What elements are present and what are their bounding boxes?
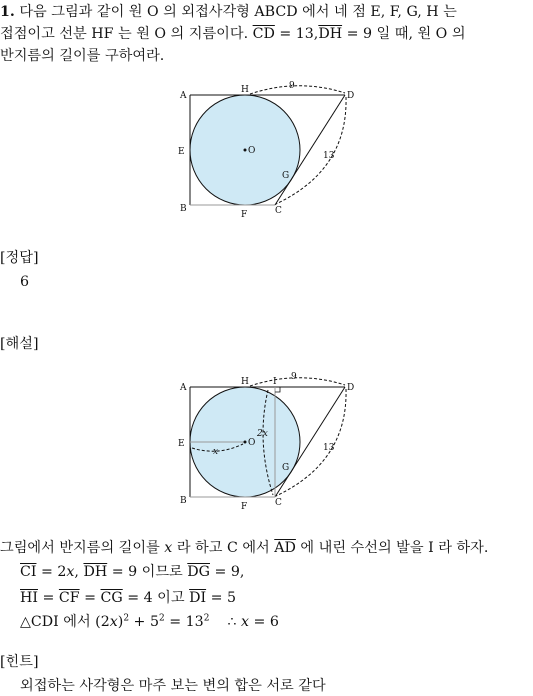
label-o2: O <box>248 438 256 448</box>
center-point-solution <box>244 441 247 444</box>
length-dh: 9 <box>289 81 295 91</box>
cd-value: = 13, <box>279 26 319 42</box>
solution-line-3 <box>20 588 236 608</box>
answer-header: [정답] <box>0 250 39 266</box>
label-c2: C <box>275 498 282 508</box>
dh-value: = 9 일 때, 원 O 의 <box>346 26 466 42</box>
label-g2: G <box>282 463 290 473</box>
s3-segment-di: $\overline{DI}$ <box>189 590 207 606</box>
label-h: H <box>241 85 249 95</box>
s3-segment-cf: $\overline{CF}$ <box>58 590 80 606</box>
label-c: C <box>275 206 282 216</box>
s2-eq3: = 9, <box>210 564 245 580</box>
s2-segment-ci: $\overline{CI}$ <box>20 564 37 580</box>
s3-segment-hi: $\overline{HI}$ <box>20 590 38 606</box>
problem-line-1 <box>0 2 457 22</box>
s4-f: = 6 <box>249 614 279 630</box>
label-g: G <box>282 171 290 181</box>
s2-var-x: x <box>66 564 75 580</box>
segment-cd: $\overline{CD}$ <box>252 26 275 42</box>
problem-line-3: 반지름의 길이를 구하여라. <box>0 48 165 64</box>
figure-solution <box>170 370 370 512</box>
hint-header: [힌트] <box>0 654 39 670</box>
s4-sup2: 2 <box>158 613 165 624</box>
hint-text: 외접하는 사각형은 마주 보는 변의 합은 서로 같다 <box>20 678 326 694</box>
s4-d: = 13 <box>164 614 204 630</box>
label-h2: H <box>241 377 249 387</box>
problem-text-2: 접점이고 선분 HF 는 원 O 의 지름이다. <box>0 26 249 42</box>
problem-line-2 <box>0 24 466 44</box>
s4-c: + 5 <box>129 614 159 630</box>
s4-a: △CDI 에서 (2 <box>20 614 110 630</box>
s4-var-x: x <box>109 614 118 630</box>
label-b: B <box>180 204 187 214</box>
length-x: x <box>213 447 219 457</box>
label-e: E <box>178 147 185 157</box>
solution-header: [해설] <box>0 336 39 352</box>
length-dh-solution: 9 <box>291 372 297 382</box>
s1-var-x: x <box>164 540 173 556</box>
s3-segment-cg: $\overline{CG}$ <box>100 590 123 606</box>
s1-text-b: 라 하고 C 에서 <box>176 540 270 556</box>
solution-line-4 <box>20 612 279 632</box>
problem-number: 1. <box>0 4 15 20</box>
label-f: F <box>241 210 248 220</box>
solution-line-2 <box>20 562 244 582</box>
label-b2: B <box>180 496 187 506</box>
label-a: A <box>180 91 187 101</box>
s3-eq4: = 5 <box>206 590 237 606</box>
s3-eq3: = 4 이고 <box>122 590 190 606</box>
s4-var-x2: x <box>241 614 250 630</box>
s2-eq1: = 2 <box>36 564 67 580</box>
label-d2: D <box>347 383 355 393</box>
center-point <box>244 149 247 152</box>
label-e2: E <box>178 439 185 449</box>
right-angle-mark <box>275 387 280 392</box>
s1-segment-ad: $\overline{AD}$ <box>274 540 296 556</box>
label-i2: I <box>273 377 277 387</box>
label-o: O <box>248 146 256 156</box>
s2-segment-dh: $\overline{DH}$ <box>83 564 108 580</box>
length-cd-solution: 13 <box>323 443 335 453</box>
s4-e: ∴ <box>209 614 241 630</box>
problem-text-1: 다음 그림과 같이 원 O 의 외접사각형 ABCD 에서 네 점 E, F, G, H 는 <box>19 4 457 20</box>
s4-b: ) <box>117 614 124 630</box>
length-cd: 13 <box>323 151 335 161</box>
s2-eq2: = 9 이므로 <box>107 564 188 580</box>
figure-quadrilateral <box>170 80 370 220</box>
s2-comma: , <box>74 564 79 580</box>
label-f2: F <box>241 502 248 512</box>
answer-value: 6 <box>20 274 30 290</box>
label-a2: A <box>180 383 187 393</box>
s2-segment-dg: $\overline{DG}$ <box>187 564 210 580</box>
s3-eq2: = <box>79 590 101 606</box>
s4-sup3: 2 <box>203 613 210 624</box>
label-d: D <box>347 91 355 101</box>
length-2x: 2x <box>257 429 268 439</box>
arc-dh <box>250 86 345 94</box>
s4-sup1: 2 <box>123 613 130 624</box>
arc-dh-solution <box>250 378 345 386</box>
segment-dh: $\overline{DH}$ <box>318 26 343 42</box>
solution-line-1 <box>0 538 488 558</box>
s1-text-c: 에 내린 수선의 발을 I 라 하자. <box>300 540 489 556</box>
s3-eq1: = <box>37 590 59 606</box>
s1-text-a: 그림에서 반지름의 길이를 <box>0 540 160 556</box>
